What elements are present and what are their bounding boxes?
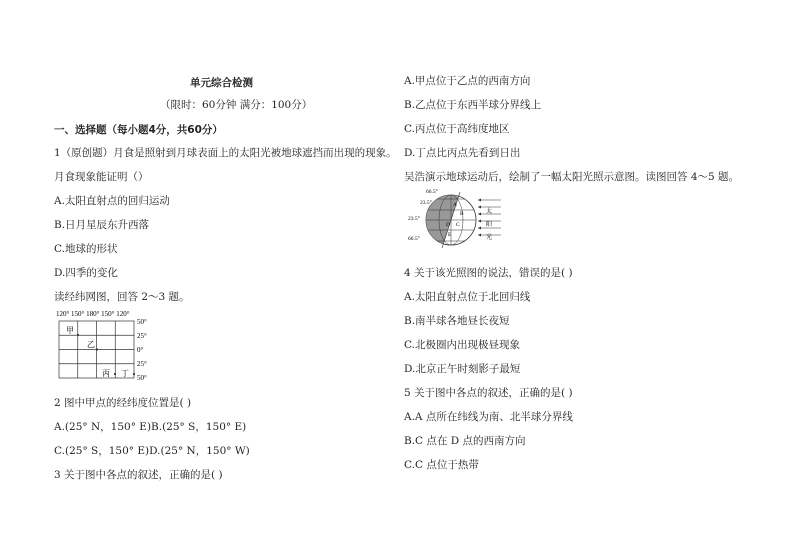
section-heading: 一、选择题（每小题4分，共60分）	[54, 124, 223, 136]
question-2-options-ab: A.(25° N，150° E)B.(25° S，150° E)	[54, 421, 247, 433]
sun-lat-label-1: 66.5°	[426, 189, 438, 195]
question-5-option-c: C.C 点位于热带	[404, 459, 479, 471]
question-3-option-c: C.丙点位于高纬度地区	[404, 123, 510, 135]
grid-lat-label-1: 50°	[137, 318, 147, 326]
question-4-option-a: A.太阳直射点位于北回归线	[404, 291, 531, 303]
grid-point-yi: 乙	[87, 340, 95, 349]
grid-intro: 读经纬网图，回答 2～3 题。	[54, 291, 190, 303]
sun-lat-label-4: 66.5°	[408, 236, 420, 242]
question-1-option-a: A.太阳直射点的回归运动	[54, 195, 170, 207]
grid-lat-label-4: 25°	[137, 360, 147, 368]
sun-text-2: 阳	[486, 222, 493, 228]
sun-point-e: E	[448, 232, 452, 238]
sun-point-c: C	[456, 222, 460, 228]
sun-text-1: 太	[486, 209, 493, 215]
grid-top-labels: 120° 150° 180° 150° 120°	[56, 310, 130, 318]
question-1-option-c: C.地球的形状	[54, 243, 118, 255]
grid-point-ding: 丁	[121, 369, 129, 378]
question-1-option-d: D.四季的变化	[54, 267, 118, 279]
question-4: 4 关于该光照图的说法，错误的是( )	[404, 267, 573, 279]
question-2: 2 图中甲点的经纬度位置是( )	[54, 397, 192, 409]
sunlight-figure	[404, 186, 504, 252]
sun-point-a: A	[453, 202, 457, 208]
sun-point-d: D	[446, 222, 450, 228]
sun-lat-label-3: 23.5°	[408, 216, 420, 222]
grid-lat-label-3: 0°	[137, 346, 144, 354]
question-4-option-b: B.南半球各地昼长夜短	[404, 315, 510, 327]
question-3-option-d: D.丁点比丙点先看到日出	[404, 147, 521, 159]
sunlight-intro: 吴浩演示地球运动后，绘制了一幅太阳光照示意图。读图回答 4～5 题。	[404, 171, 740, 183]
page-subtitle: （限时：60分钟 满分：100分）	[160, 99, 313, 111]
question-4-option-c: C.北极圈内出现极昼现象	[404, 339, 520, 351]
question-1-line-2: 月食现象能证明（）	[54, 171, 149, 183]
question-5-option-a: A.A 点所在纬线为南、北半球分界线	[404, 411, 573, 423]
question-5-option-b: B.C 点在 D 点的西南方向	[404, 435, 526, 447]
question-4-option-d: D.北京正午时刻影子最短	[404, 363, 521, 375]
sun-lat-label-2: 23.5°	[420, 200, 432, 206]
question-2-options-cd: C.(25° S，150° E)D.(25° N，150° W)	[54, 445, 250, 457]
grid-lat-label-2: 25°	[137, 332, 147, 340]
question-3: 3 关于图中各点的叙述，正确的是( )	[54, 469, 223, 481]
sun-point-b: B	[460, 211, 464, 217]
question-1-option-b: B.日月星辰东升西落	[54, 219, 150, 231]
grid-point-jia: 甲	[66, 326, 74, 335]
lat-long-grid-figure	[54, 308, 164, 384]
grid-lat-label-5: 50°	[137, 374, 147, 382]
sun-text-3: 光	[486, 235, 493, 241]
question-3-option-b: B.乙点位于东西半球分界线上	[404, 99, 542, 111]
question-3-option-a: A.甲点位于乙点的西南方向	[404, 75, 531, 87]
question-5: 5 关于图中各点的叙述，正确的是( )	[404, 387, 573, 399]
question-1-line-1: 1（原创题）月食是照射到月球表面上的太阳光被地球遮挡而出现的现象。	[54, 147, 397, 159]
page-title: 单元综合检测	[190, 77, 253, 89]
grid-point-bing: 丙	[102, 369, 110, 378]
